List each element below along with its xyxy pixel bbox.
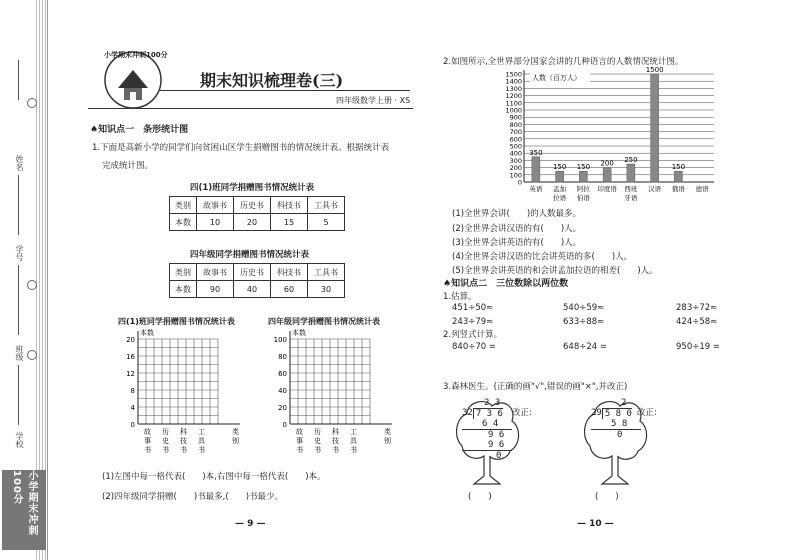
x-axis-end-label: 别 [232, 437, 239, 445]
estimate-item: 451÷50≈ [452, 303, 494, 313]
x-tick-label: 书 [198, 446, 205, 454]
chart-right-title: 四年级同学捐赠图书情况统计表 [268, 317, 380, 326]
table-cell: 15 [271, 214, 308, 231]
y-tick-label: 0 [282, 421, 287, 429]
y-tick-label: 1300 [505, 84, 522, 93]
y-tick-label: 800 [509, 120, 522, 129]
x-tick-label: 技 [332, 437, 339, 445]
x-tick-label: 具 [350, 437, 357, 445]
table1-data-row [170, 214, 345, 231]
table-cell: 90 [197, 281, 234, 298]
x-tick-label: 故 [144, 428, 151, 436]
page-number-left: — 9 — [235, 519, 266, 529]
y-tick-label: 1000 [505, 106, 522, 115]
estimate-item: 243÷79≈ [452, 317, 494, 327]
x-tick-label: 书 [332, 446, 339, 454]
q3-text: 3.森林医生。(正确的画"√",错误的画"×",并改正) [443, 382, 628, 392]
table-cell: 历史书 [234, 264, 271, 281]
estimate-item: 283÷72≈ [676, 303, 718, 313]
class-label: 班级 [15, 345, 24, 361]
x-axis-end-label: 别 [384, 437, 391, 445]
chart-ylabel: 本数 [140, 329, 154, 337]
x-tick-label: 书 [144, 446, 151, 454]
chart-left-title: 四(1)班同学捐赠图书情况统计表 [118, 317, 235, 326]
vertical-calc-item: 950÷19 = [676, 342, 720, 352]
bar-value-label: 200 [600, 159, 614, 168]
table1-header-row [170, 197, 345, 214]
logo-text: 小学期末冲刺100分 [104, 51, 168, 59]
page-number-right: — 10 — [577, 519, 614, 529]
y-tick-label: 900 [509, 113, 522, 122]
tree2-step: 0 [617, 430, 623, 440]
bar [579, 171, 587, 182]
x-tick-label: 科 [180, 428, 187, 436]
tree2-division [591, 398, 641, 440]
table-cell: 40 [234, 281, 271, 298]
x-tick-label: 拉语 [553, 194, 567, 202]
y-tick-label: 1400 [505, 77, 522, 86]
bar [651, 74, 659, 182]
y-tick-label: 0 [517, 178, 522, 187]
q1-sub-line2: (2)四年级同学捐赠( )书最多,( )书最少。 [102, 492, 284, 502]
x-tick-label: 历 [314, 428, 321, 436]
table-cell: 20 [234, 214, 271, 231]
table-cell: 故事书 [197, 197, 234, 214]
y-tick-label: 12 [126, 370, 135, 378]
estimate-item: 633÷88≈ [563, 317, 605, 327]
tree1-quotient: 2 3 [484, 398, 501, 408]
x-tick-label: 书 [162, 446, 169, 454]
q1-sub-line1: (1)左图中每一格代表( )本,右图中每一格代表( )本。 [102, 472, 326, 482]
table2-caption: 四年级同学捐赠图书情况统计表 [190, 250, 310, 260]
x-tick-label: 英语 [529, 185, 543, 193]
x-axis-end-label: 类 [232, 428, 239, 436]
y-tick-label: 600 [509, 135, 522, 144]
chart-title: 人数（百万人） [532, 74, 581, 82]
brand-box: 小学期末冲刺100分 [2, 470, 46, 550]
tree1-fix-label: 改正: [512, 408, 532, 418]
x-tick-label: 工 [350, 428, 357, 436]
tree1-answer-blank[interactable]: ( ) [468, 492, 492, 502]
table-cell: 故事书 [197, 264, 234, 281]
x-tick-label: 阿拉 [576, 185, 590, 193]
x-tick-label: 牙语 [624, 194, 638, 202]
tree1-division [462, 398, 512, 461]
y-tick-label: 4 [130, 404, 135, 412]
tree1-step: 9 6 [488, 430, 505, 440]
vertical-calc-item: 840÷70 = [452, 342, 496, 352]
table-cell: 工具书 [308, 197, 345, 214]
x-tick-label: 孟加 [553, 185, 567, 193]
table-cell: 本数 [170, 214, 197, 231]
x-tick-label: 俄语 [671, 185, 685, 193]
bar-value-label: 150 [671, 163, 686, 172]
x-tick-label: 工 [198, 428, 205, 436]
y-tick-label: 100 [509, 171, 522, 180]
x-tick-label: 历 [162, 428, 169, 436]
table-cell: 5 [308, 214, 345, 231]
bar-value-label: 150 [576, 163, 591, 172]
y-tick-label: 20 [278, 404, 287, 412]
bar-value-label: 250 [624, 156, 638, 164]
binding-strip [0, 0, 48, 560]
x-tick-label: 书 [350, 446, 357, 454]
tree2-answer-blank[interactable]: ( ) [595, 492, 619, 502]
y-tick-label: 1200 [505, 92, 522, 101]
student-id-label: 学号 [15, 245, 24, 261]
tree2-quotient: 2 [621, 398, 627, 408]
x-tick-label: 伯语 [576, 194, 590, 202]
estimate-item: 424÷58≈ [676, 317, 718, 327]
y-tick-label: 60 [278, 370, 287, 378]
estimate-title: 1.估算。 [443, 292, 477, 302]
tree2-step: 5 8 [591, 419, 641, 430]
q2-sub-2: (2)全世界会讲汉语的有( )人。 [452, 224, 582, 234]
q1-text-line1: 1.下面是高新小学的同学们向贫困山区学生捐赠图书的情况统计表。根据统计表 [92, 143, 390, 153]
q2-sub-5: (5)全世界会讲英语的和会讲孟加拉语的相差( )人。 [452, 266, 658, 276]
y-tick-label: 1100 [505, 99, 522, 108]
x-tick-label: 史 [314, 437, 321, 445]
table-cell: 60 [271, 281, 308, 298]
y-tick-label: 80 [278, 353, 287, 361]
x-tick-label: 故 [296, 428, 303, 436]
table1-caption: 四(1)班同学捐赠图书情况统计表 [190, 183, 315, 193]
y-tick-label: 0 [130, 421, 135, 429]
bar [674, 171, 682, 182]
bar [532, 157, 540, 182]
table-cell: 10 [197, 214, 234, 231]
table1 [169, 196, 345, 231]
x-tick-label: 具 [198, 437, 205, 445]
table-cell: 类别 [170, 197, 197, 214]
language-bar-chart [490, 66, 720, 204]
tree1-divisor: 32 [462, 408, 473, 418]
table-cell: 科技书 [271, 197, 308, 214]
tree1-step: 0 [496, 451, 502, 461]
table-cell: 30 [308, 281, 345, 298]
y-tick-label: 100 [273, 336, 287, 344]
bar [603, 168, 611, 182]
vertical-calc-title: 2.列竖式计算。 [443, 330, 503, 340]
tree2-dividend: 5 8 0 [602, 408, 632, 419]
bar-value-label: 150 [552, 163, 567, 172]
x-axis-end-label: 类 [384, 428, 391, 436]
table-cell: 科技书 [271, 264, 308, 281]
tree1-step: 9 6 [462, 440, 512, 451]
page-title: 期末知识梳理卷(三) [200, 71, 344, 90]
x-tick-label: 西班 [624, 185, 638, 193]
y-tick-label: 500 [509, 142, 522, 151]
table2 [169, 263, 345, 298]
name-label: 姓名 [15, 155, 24, 171]
x-tick-label: 事 [144, 437, 151, 445]
chart-ylabel: 本数 [292, 329, 306, 337]
q2-sub-1: (1)全世界会讲( )的人数最多。 [452, 209, 582, 219]
table-cell: 历史书 [234, 197, 271, 214]
table2-data-row [170, 281, 345, 298]
x-tick-label: 印度语 [597, 185, 617, 193]
binding-hole [27, 350, 37, 360]
section1-heading: ♠知识点一 条形统计图 [90, 125, 189, 135]
q2-sub-4: (4)全世界会讲汉语的比会讲英语的多( )人。 [452, 252, 633, 262]
y-tick-label: 16 [126, 353, 135, 361]
x-tick-label: 书 [296, 446, 303, 454]
x-tick-label: 汉语 [648, 185, 662, 193]
x-tick-label: 技 [180, 437, 187, 445]
tree1-dividend: 7 3 6 [473, 408, 503, 419]
y-tick-label: 20 [126, 336, 135, 344]
table-cell: 工具书 [308, 264, 345, 281]
tree2-divisor: 29 [591, 408, 602, 418]
y-tick-label: 40 [278, 387, 287, 395]
bar [556, 171, 564, 182]
table-cell: 本数 [170, 281, 197, 298]
school-label: 学校 [15, 432, 24, 448]
y-tick-label: 700 [509, 128, 522, 137]
estimate-item: 540÷59≈ [563, 303, 605, 313]
x-tick-label: 事 [296, 437, 303, 445]
x-tick-label: 史 [162, 437, 169, 445]
q2-text: 2.如图所示,全世界部分国家会讲的几种语言的人数情况统计图。 [443, 57, 684, 67]
y-tick-label: 8 [130, 387, 135, 395]
vertical-calc-item: 648÷24 = [563, 342, 607, 352]
binding-hole [27, 280, 37, 290]
binding-hole [27, 98, 37, 108]
y-tick-label: 1500 [505, 70, 522, 79]
table-cell: 类别 [170, 264, 197, 281]
bar-value-label: 350 [529, 148, 543, 157]
subtitle: 四年级数学上册 · XS [336, 96, 411, 105]
y-tick-label: 300 [509, 156, 522, 165]
y-tick-label: 400 [509, 149, 522, 158]
logo [98, 48, 168, 110]
empty-grid-charts [110, 325, 410, 455]
table2-header-row [170, 264, 345, 281]
y-tick-label: 200 [509, 164, 522, 173]
x-tick-label: 德语 [695, 185, 709, 193]
x-tick-label: 科 [332, 428, 339, 436]
section2-heading: ♠知识点二 三位数除以两位数 [443, 279, 569, 289]
bar-value-label: 1500 [645, 66, 664, 74]
x-tick-label: 书 [314, 446, 321, 454]
tree1-step: 6 4 [462, 419, 512, 430]
bar [627, 164, 635, 182]
q1-text-line2: 完成统计图。 [102, 161, 154, 171]
tree2-fix-label: 改正: [637, 408, 657, 418]
q2-sub-3: (3)全世界会讲英语的有( )人。 [452, 238, 582, 248]
x-tick-label: 书 [180, 446, 187, 454]
